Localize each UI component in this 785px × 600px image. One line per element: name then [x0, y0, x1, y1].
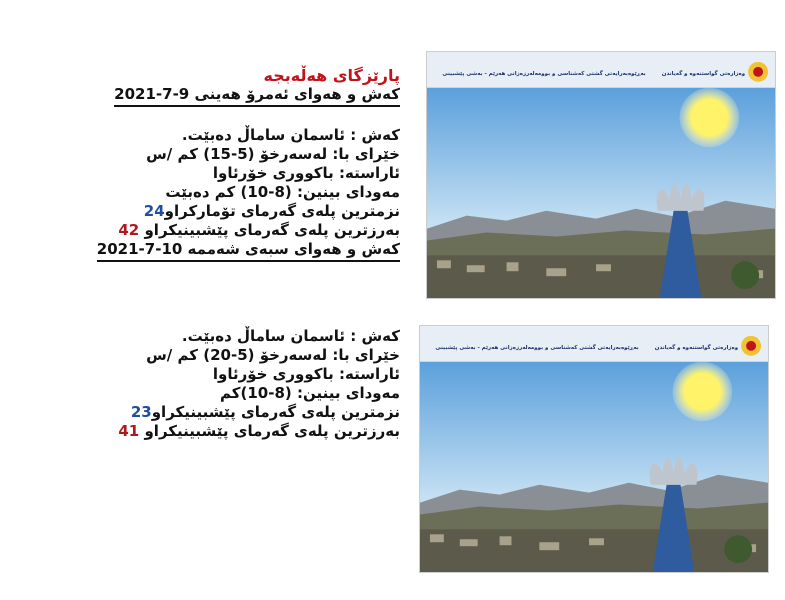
halabja-photo-tomorrow: [419, 325, 769, 573]
tomorrow-heading: کەش و هەوای سبەی شەممە 10-7-2021: [97, 240, 400, 262]
wind-direction: ئاراستە: باکووری خۆرئاوا: [212, 365, 400, 383]
today-heading: کەش و هەوای ئەمرۆ هەینی 9-7-2021: [114, 85, 400, 107]
halabja-monument-image: [427, 52, 775, 298]
min-temp-row: [100, 403, 400, 422]
min-temp-value: 23: [130, 403, 152, 421]
banner-directorate: بەڕێوەبەرایەتی گشتی کەشناسی و بوومەلەرزەزانی هەرێم - بەشی پێشبینی: [442, 70, 646, 77]
min-temp-label: نزمترین پلەی گەرمای پێشبینیکراو: [151, 403, 400, 421]
max-temp-value: 42: [118, 221, 140, 239]
province-title: پارێزگای هەڵەبجە: [263, 66, 400, 85]
max-temp-row: [100, 422, 400, 441]
today-forecast-block: [96, 66, 400, 262]
visibility: مەودای بینین: (8-10)کم: [220, 384, 400, 402]
min-temp-label: نزمترین پلەی گەرمای تۆمارکراو: [164, 202, 400, 220]
max-temp-label: بەرزترین پلەی گەرمای پێشبینیکراو: [139, 422, 400, 440]
max-temp-value: 41: [118, 422, 140, 440]
halabja-photo-today: [426, 51, 776, 299]
sky-condition: کەش : ئاسمان ساماڵ دەبێت.: [181, 126, 400, 144]
min-temp-value: 24: [143, 202, 165, 220]
wind-speed: خێرای با: لەسەرخۆ (5-20) کم /س: [146, 346, 400, 364]
max-temp-row: [100, 221, 400, 240]
banner-ministry: وەزارەتی گواستنەوە و گەیاندن: [654, 344, 739, 351]
sun-icon: [673, 362, 733, 422]
banner-directorate: بەڕێوەبەرایەتی گشتی کەشناسی و بوومەلەرزەزانی هەرێم - بەشی پێشبینی: [435, 344, 639, 351]
min-temp-row: [100, 202, 400, 221]
wind-speed: خێرای با: لەسەرخۆ (5-15) کم /س: [146, 145, 400, 163]
tomorrow-forecast-block: [100, 327, 400, 441]
halabja-monument-image: [420, 326, 768, 572]
sun-icon: [680, 88, 740, 148]
wind-direction: ئاراستە: باکووری خۆرئاوا: [212, 164, 400, 182]
spacer: [100, 107, 400, 126]
visibility: مەودای بینین: (8-10) کم دەبێت: [165, 183, 400, 201]
sky-condition: کەش : ئاسمان ساماڵ دەبێت.: [181, 327, 400, 345]
max-temp-label: بەرزترین پلەی گەرمای پێشبینیکراو: [139, 221, 400, 239]
banner-ministry: وەزارەتی گواستنەوە و گەیاندن: [661, 70, 746, 77]
